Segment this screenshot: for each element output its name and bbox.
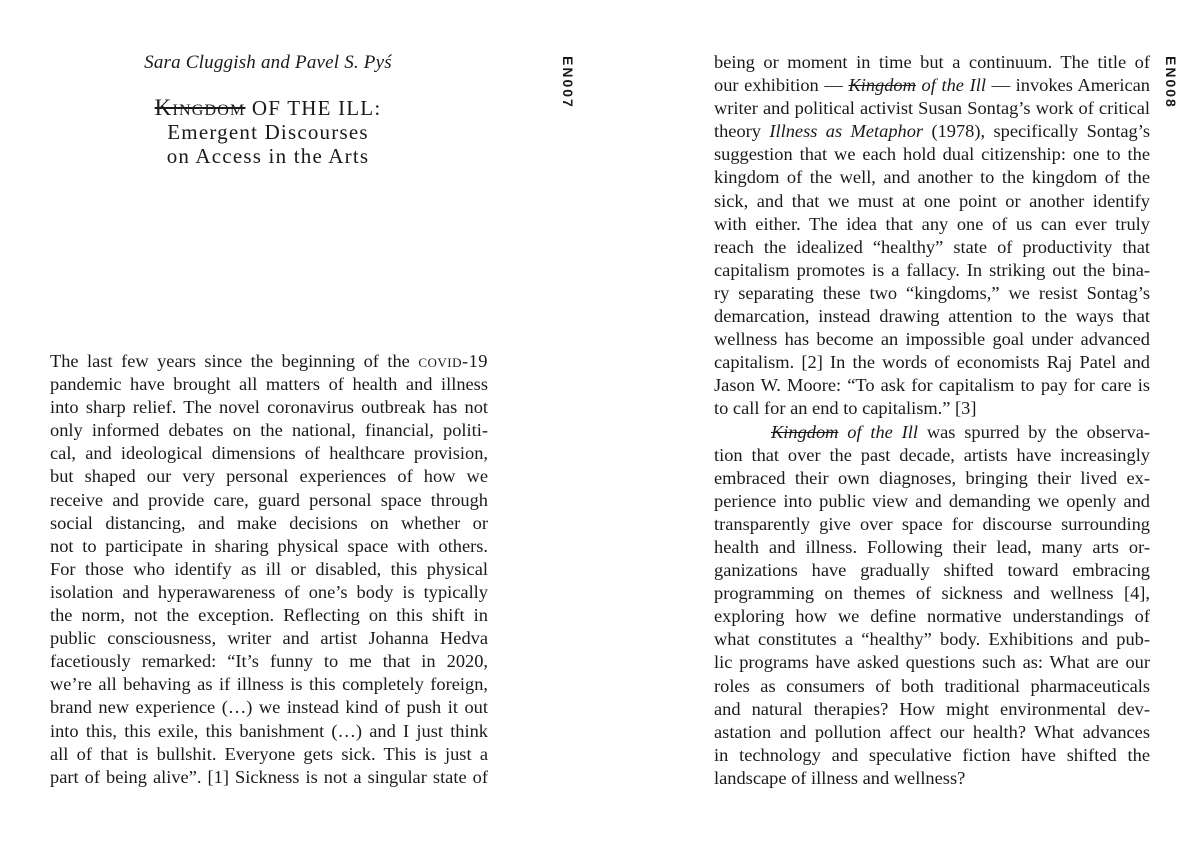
page-folio-left: EN007 — [560, 56, 576, 109]
text-line: we’re all behaving as if illness is this completely foreign, — [50, 674, 488, 695]
text-line: what constitutes a “healthy” body. Exhibitions and pub- — [714, 629, 1150, 650]
text-line: our exhibition — Kingdom of the Ill — invokes American — [714, 75, 1150, 96]
page-folio-right: EN008 — [1163, 56, 1179, 109]
article-authors: Sara Cluggish and Pavel S. Pyś — [144, 52, 392, 73]
text-line: Jason W. Moore: “To ask for capitalism to pay for care is — [714, 375, 1150, 396]
article-title — [50, 96, 486, 168]
title-line-3: on Access in the Arts — [166, 144, 370, 168]
text-line: and natural therapies? How might environmental dev- — [714, 698, 1150, 719]
text-line: being or moment in time but a continuum. The title of — [714, 52, 1150, 72]
text-line: tion that over the past decade, artists have increasingly — [714, 444, 1150, 465]
text-line: programming on themes of sickness and wellness [4], — [714, 583, 1150, 604]
left-body-paragraph — [50, 350, 488, 789]
text-line: roles as consumers of both traditional pharmaceuticals — [714, 675, 1150, 696]
text-line: landscape of illness and wellness? — [714, 767, 966, 788]
text-line: but shaped our very personal experiences of how we — [50, 466, 488, 487]
text-line: demarcation, instead drawing attention to the ways that — [714, 306, 1150, 327]
right-paragraph-1 — [714, 51, 1150, 421]
title-rest: OF THE ILL: — [245, 96, 382, 120]
text-line: the norm, not the exception. Reflecting on this shift in — [50, 605, 488, 626]
text-line: all of that is bullshit. Everyone gets sick. This is just a — [50, 743, 488, 764]
text-line: pandemic have brought all matters of health and illness — [50, 374, 488, 395]
text-line: ganizations have gradually shifted toward embracing — [714, 560, 1150, 581]
text-line: part of being alive”. [1] Sickness is not a singular state of — [50, 766, 488, 787]
text-line: to call for an end to capitalism.” [3] — [714, 398, 977, 419]
text-line: kingdom of the well, and another to the kingdom of the — [714, 167, 1150, 188]
text-line: capitalism promotes is a fallacy. In striking out the bina- — [714, 259, 1150, 280]
right-paragraph-2 — [714, 421, 1150, 791]
text-line: capitalism. [2] In the words of economists Raj Patel and — [714, 352, 1150, 373]
text-line: exploring how we define normative understandings of — [714, 606, 1150, 627]
exhibition-title-struck: Kingdom — [848, 75, 916, 96]
text-line: into this, this exile, this banishment (…) and I just think — [50, 720, 488, 741]
text-line: theory Illness as Metaphor (1978), specifically Sontag’s — [714, 121, 1150, 142]
text-line: writer and political activist Susan Sontag’s work of critical — [714, 98, 1150, 119]
title-line-2: Emergent Discourses — [167, 120, 369, 144]
text-line: with either. The idea that any one of us can ever truly — [714, 213, 1150, 234]
text-line: embraced their own diagnoses, bringing their lived ex- — [714, 467, 1150, 488]
text-line: public consciousness, writer and artist Johanna Hedva — [50, 628, 488, 649]
text-line: social distancing, and make decisions on whether or — [50, 512, 488, 533]
text-line: For those who identify as ill or disabled, this physical — [50, 558, 488, 579]
exhibition-title-rest: of the Ill — [915, 75, 986, 96]
title-line-1 — [50, 96, 486, 120]
text-line: into sharp relief. The novel coronavirus outbreak has not — [50, 397, 488, 418]
book-title: Illness as Metaphor — [769, 121, 924, 142]
text-line: sick, and that we must at one point or another identify — [714, 190, 1150, 211]
text-line: only informed debates on the national, financial, politi- — [50, 420, 488, 441]
title-struck-word: Kingdom — [154, 95, 246, 120]
text-line: cal, and ideological dimensions of healthcare provision, — [50, 443, 488, 464]
text-line: astation and pollution affect our health? What advances — [714, 721, 1150, 742]
text-line: transparently give over space for discourse surrounding — [714, 513, 1150, 534]
text-line: health and illness. Following their lead, many arts or- — [714, 536, 1150, 557]
text-line: brand new experience (…) we instead kind of push it out — [50, 697, 488, 718]
text-line: receive and provide care, guard personal space through — [50, 489, 488, 510]
text-line: ry separating these two “kingdoms,” we resist Sontag’s — [714, 282, 1150, 303]
text-line: not to participate in sharing physical space with others. — [50, 535, 488, 556]
text-line: lic programs have asked questions such as: What are our — [714, 652, 1150, 673]
text-line: reach the idealized “healthy” state of productivity that — [714, 236, 1150, 257]
text-line: in technology and speculative fiction have shifted the — [714, 744, 1150, 765]
covid-term: covid-19 — [418, 351, 488, 371]
text-line: Kingdom of the Ill was spurred by the observa- — [771, 421, 1150, 442]
text-line: suggestion that we each hold dual citizenship: one to the — [714, 144, 1150, 165]
text-line: The last few years since the beginning of the covid-19 — [50, 351, 488, 371]
text-line: perience into public view and demanding we openly and — [714, 490, 1150, 511]
right-body — [714, 51, 1150, 790]
exhibition-title-rest: of the Ill — [838, 421, 919, 442]
text-line: isolation and hyperawareness of one’s body is typically — [50, 581, 488, 602]
text-line: facetiously remarked: “It’s funny to me that in 2020, — [50, 651, 488, 672]
exhibition-title-struck: Kingdom — [771, 421, 839, 442]
text-line: wellness has become an impossible goal under advanced — [714, 329, 1150, 350]
right-page — [600, 0, 1200, 846]
